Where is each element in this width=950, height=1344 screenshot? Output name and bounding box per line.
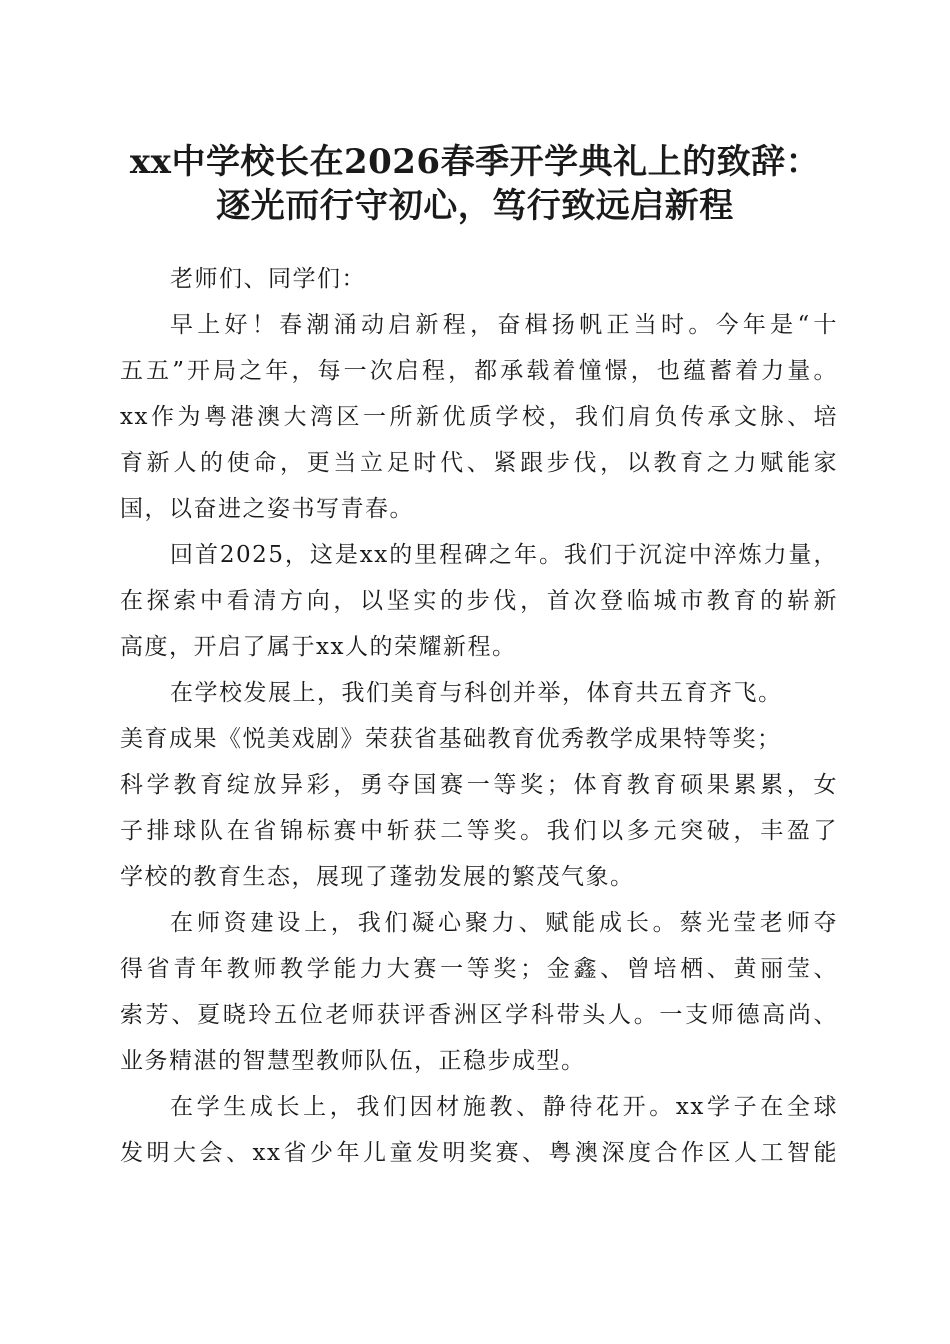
body-line: 子排球队在省锦标赛中斩获二等奖。我们以多元突破，丰盈了 bbox=[120, 818, 838, 844]
document-title-line-2: 逐光而行守初心，笃行致远启新程 bbox=[216, 186, 734, 226]
body-line: 回首2025，这是xx的里程碑之年。我们于沉淀中淬炼力量， bbox=[170, 542, 838, 568]
body-line: xx作为粤港澳大湾区一所新优质学校，我们肩负传承文脉、培 bbox=[120, 404, 838, 430]
body-line: 发明大会、xx省少年儿童发明奖赛、粤澳深度合作区人工智能 bbox=[120, 1140, 838, 1166]
body-line: 高度，开启了属于xx人的荣耀新程。 bbox=[120, 634, 517, 660]
document-body bbox=[120, 256, 838, 1176]
document-title-line-1: xx中学校长在2026春季开学典礼上的致辞： bbox=[129, 142, 821, 182]
body-line: 国，以奋进之姿书写青春。 bbox=[120, 496, 414, 522]
body-line: 在学生成长上，我们因材施教、静待花开。xx学子在全球 bbox=[170, 1094, 838, 1120]
body-line: 在探索中看清方向，以坚实的步伐，首次登临城市教育的崭新 bbox=[120, 588, 838, 614]
body-line: 在师资建设上，我们凝心聚力、赋能成长。蔡光莹老师夺 bbox=[170, 910, 838, 936]
body-line: 五五”开局之年，每一次启程，都承载着憧憬，也蕴蓄着力量。 bbox=[120, 358, 838, 384]
body-line: 美育成果《悦美戏剧》荣获省基础教育优秀教学成果特等奖； bbox=[120, 726, 782, 752]
body-line: 早上好！春潮涌动启新程，奋楫扬帆正当时。今年是“十 bbox=[170, 312, 838, 338]
body-line: 业务精湛的智慧型教师队伍，正稳步成型。 bbox=[120, 1048, 586, 1074]
body-line: 育新人的使命，更当立足时代、紧跟步伐，以教育之力赋能家 bbox=[120, 450, 838, 476]
body-line: 在学校发展上，我们美育与科创并举，体育共五育齐飞。 bbox=[170, 680, 783, 706]
body-line: 学校的教育生态，展现了蓬勃发展的繁茂气象。 bbox=[120, 864, 635, 890]
body-line: 得省青年教师教学能力大赛一等奖；金鑫、曾培栖、黄丽莹、 bbox=[120, 956, 838, 982]
body-line: 索芳、夏晓玲五位老师获评香洲区学科带头人。一支师德高尚、 bbox=[120, 1002, 838, 1028]
salutation: 老师们、同学们： bbox=[170, 266, 366, 292]
body-line: 科学教育绽放异彩，勇夺国赛一等奖；体育教育硕果累累，女 bbox=[120, 772, 838, 798]
